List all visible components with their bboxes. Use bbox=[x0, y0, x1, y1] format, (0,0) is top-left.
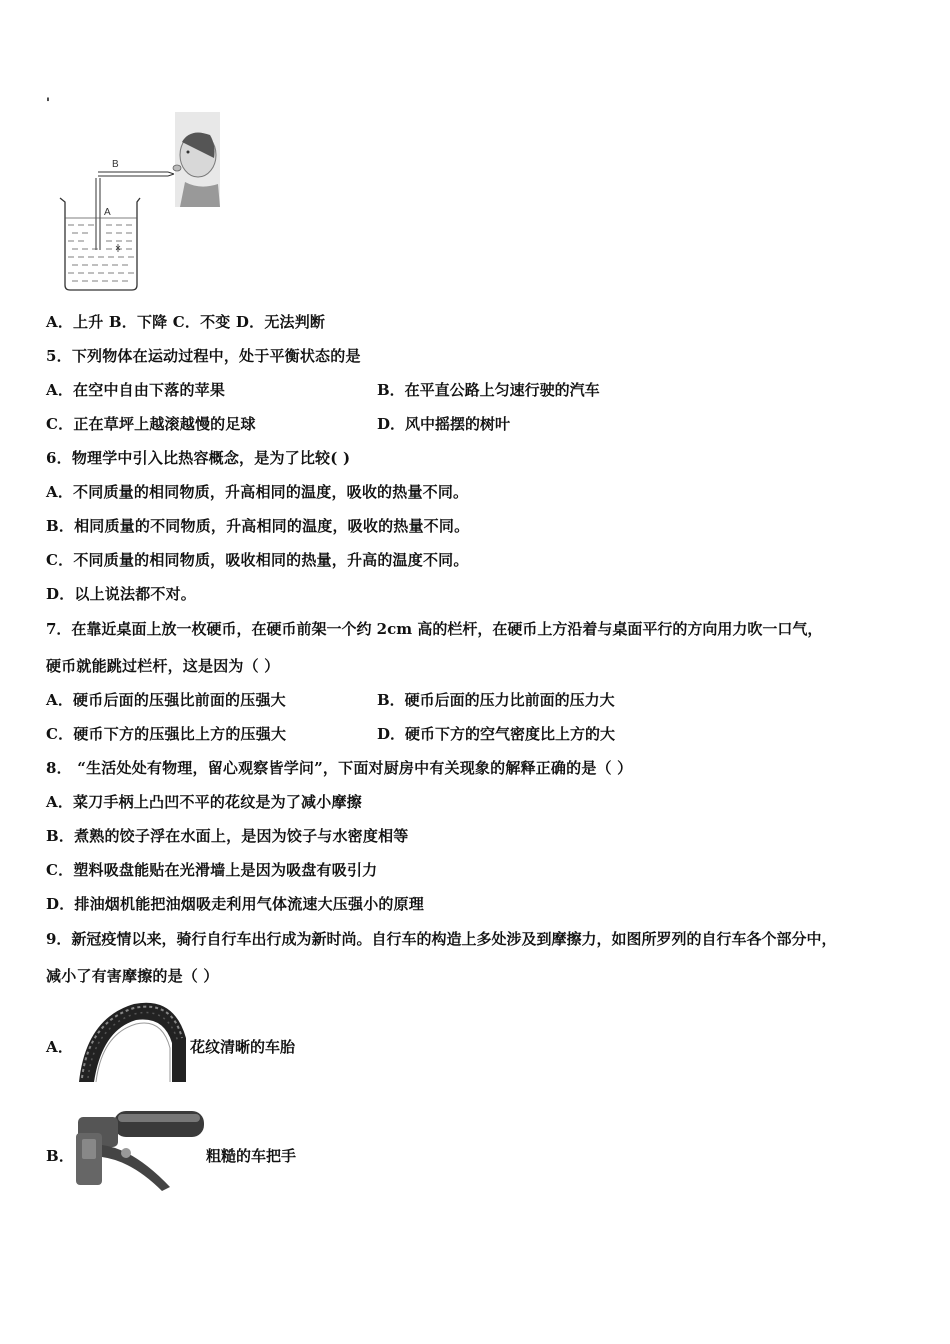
q5-option-c: C．正在草坪上越滚越慢的足球 bbox=[46, 415, 256, 433]
q9-option-b-label: B． bbox=[46, 1147, 75, 1165]
q8-option-c: C．塑料吸盘能贴在光滑墙上是因为吸盘有吸引力 bbox=[46, 861, 378, 879]
boy-illustration bbox=[173, 112, 220, 207]
q6-option-b: B．相同质量的不同物质，升高相同的温度，吸收的热量不同。 bbox=[46, 517, 470, 535]
q6-option-a: A．不同质量的相同物质，升高相同的温度，吸收的热量不同。 bbox=[46, 483, 469, 501]
q8-option-b: B．煮熟的饺子浮在水面上，是因为饺子与水密度相等 bbox=[46, 827, 409, 845]
q5-stem: 5．下列物体在运动过程中，处于平衡状态的是 bbox=[46, 347, 361, 365]
handlebar-grip-icon bbox=[74, 1105, 206, 1193]
q9-stem-line2: 减小了有害摩擦的是（ ） bbox=[46, 967, 219, 985]
label-a: A bbox=[104, 207, 111, 218]
q8-option-a: A．菜刀手柄上凸凹不平的花纹是为了减小摩擦 bbox=[46, 793, 362, 811]
q6-option-d: D．以上说法都不对。 bbox=[46, 585, 197, 603]
q4-options: A．上升 B．下降 C．不变 D．无法判断 bbox=[46, 313, 326, 331]
top-mark: ' bbox=[46, 96, 51, 111]
beaker-diagram bbox=[50, 110, 220, 295]
label-b: B bbox=[112, 159, 119, 170]
q9-stem-line1: 9．新冠疫情以来，骑行自行车出行成为新时尚。自行车的构造上多处涉及到摩擦力，如图所罗列的自行车各个部分中， bbox=[46, 930, 837, 948]
q7-stem-line2: 硬币就能跳过栏杆，这是因为（ ） bbox=[46, 657, 280, 675]
q9-option-a-label: A． bbox=[46, 1038, 74, 1056]
q6-option-c: C．不同质量的相同物质，吸收相同的热量，升高的温度不同。 bbox=[46, 551, 469, 569]
q9-option-b-caption: 粗糙的车把手 bbox=[206, 1147, 297, 1165]
q7-option-c: C．硬币下方的压强比上方的压强大 bbox=[46, 725, 287, 743]
q5-option-a: A．在空中自由下落的苹果 bbox=[46, 381, 226, 399]
q7-option-b: B．硬币后面的压力比前面的压力大 bbox=[377, 691, 615, 709]
q7-option-d: D．硬币下方的空气密度比上方的大 bbox=[377, 725, 616, 743]
q5-option-b: B．在平直公路上匀速行驶的汽车 bbox=[377, 381, 600, 399]
q6-stem: 6．物理学中引入比热容概念，是为了比较( ) bbox=[46, 449, 351, 467]
water-pattern bbox=[68, 225, 134, 281]
q8-stem: 8． “生活处处有物理，留心观察皆学问”，下面对厨房中有关现象的解释正确的是（ ） bbox=[46, 759, 633, 777]
q7-option-a: A．硬币后面的压强比前面的压强大 bbox=[46, 691, 286, 709]
q5-option-d: D．风中摇摆的树叶 bbox=[377, 415, 511, 433]
q7-stem-line1: 7．在靠近桌面上放一枚硬币，在硬币前架一个约 2cm 高的栏杆，在硬币上方沿着与桌面平行的方向用力吹一口气， bbox=[46, 620, 823, 638]
tire-icon bbox=[74, 998, 189, 1083]
handlebar-figure bbox=[74, 1105, 206, 1193]
q9-option-a-caption: 花纹清晰的车胎 bbox=[190, 1038, 296, 1056]
tire-figure bbox=[74, 998, 189, 1083]
q8-option-d: D．排油烟机能把油烟吸走利用气体流速大压强小的原理 bbox=[46, 895, 425, 913]
beaker-figure bbox=[50, 110, 220, 295]
